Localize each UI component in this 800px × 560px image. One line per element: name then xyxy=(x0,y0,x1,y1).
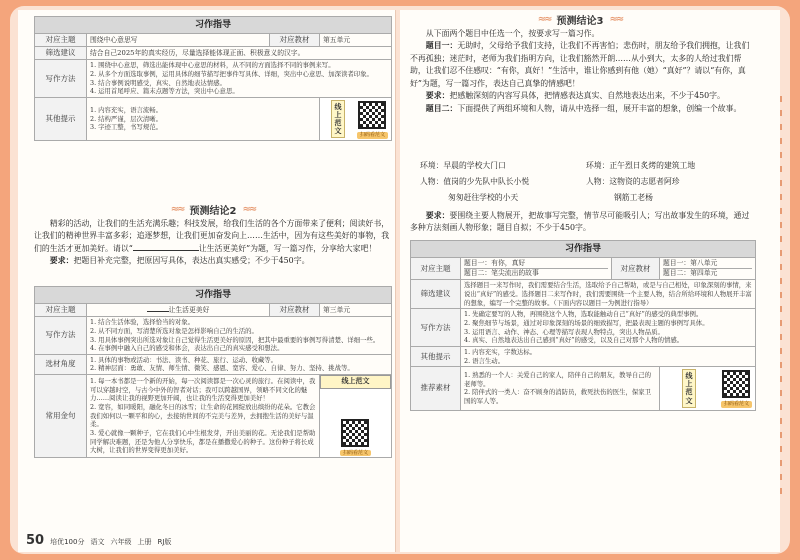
table-title: 习作指导 xyxy=(411,241,756,258)
blank-line xyxy=(147,311,169,312)
filter-value: 结合自己2025年的真实经历，尽量选择能体现正面、积极意义的汉字。 xyxy=(87,47,392,60)
tips-item: 3. 字迹工整，书写规范。 xyxy=(90,123,163,132)
qr-tag: 扫码看范文 xyxy=(357,132,388,139)
topic-value: 围绕中心意思写 xyxy=(87,34,270,47)
textbook-label: 对应教材 xyxy=(611,258,659,280)
qr-tag: 扫码看范文 xyxy=(340,450,371,457)
topic-label: 对应主题 xyxy=(411,258,461,280)
page-footer xyxy=(26,533,171,548)
scene-1-env: 环境：早晨的学校大门口 xyxy=(420,161,506,170)
method-item: 3. 运用语言、动作、神态、心理等描写表现人物特点，突出人物品质。 xyxy=(464,327,664,336)
topic-value xyxy=(461,258,612,280)
textbook-value: 第五单元 xyxy=(319,34,391,47)
tips-item: 2. 结构严谨，层次清晰。 xyxy=(90,114,163,123)
tips-item: 1. 内容充实，字数达标。 xyxy=(464,347,537,356)
method-item: 1. 先确定要写的人物，再围绕这个人物，选取能触动自己“真好”的感受的典型事例。 xyxy=(464,310,703,319)
qr-code-icon[interactable] xyxy=(722,370,750,398)
page-number: 50 xyxy=(26,533,45,548)
blank-line xyxy=(133,250,199,251)
question-1-text: 无助时，父母给予我们支持，让我们不再害怕；悲伤时，朋友给予我们拥抱，让我们不再孤独；迷茫时，老师为我们指明方向，让我们豁然开朗……从小到大，太多的人给过我们帮助，让我们忍不住感叹：“有你，真好！”生活中，谁让你感到有他（她）“真好”？请以“有你，真好”为题，写一篇习作，表达自己真挚的情感吧！ xyxy=(410,41,750,88)
method-label: 写作方法 xyxy=(411,309,461,347)
textbook-value-b: 题目二：第四单元 xyxy=(663,268,752,278)
method-item: 3. 结合事例说明感受，真实、自然地表达情感。 xyxy=(90,78,226,87)
filter-value: 选择题目一来写作时，我们需要结合生活，选取给予自己帮助，或是与自己相处，印象深刻的事情，来说出“真好”的感受。选择题目二来写作时，我们需要围绕一个主要人物，结合所给环境和人物展开丰富的想象，编写一个完整的故事。（下面内容以题目一为例进行指导） xyxy=(461,280,756,309)
scene-1-person-b: 匆匆赶往学校的小天 xyxy=(448,193,519,202)
sentence-item: 2. 宽容，如同暖阳，融化冬日的冰雪；让生命的花园绽放出缤纷的花朵。它教会我们如何以一颗平和的心，去接纳世间的不完美与差异，去拥抱生活的美好与温柔。 xyxy=(90,403,316,429)
angle-label: 选材角度 xyxy=(35,354,87,374)
right-page xyxy=(400,10,780,552)
filter-label: 筛选建议 xyxy=(35,47,87,60)
method-item: 1. 围绕中心意思，筛选出能体现中心意思的材料，从不同的方面选择不同的事例来写。 xyxy=(90,61,335,70)
textbook-label: 对应教材 xyxy=(269,34,319,47)
online-sample-cell[interactable] xyxy=(659,367,755,410)
scene-2-person-b: 钢筋工老杨 xyxy=(614,193,653,202)
topic-value: 让生活更美好 xyxy=(87,304,270,317)
prompt-2 xyxy=(34,218,392,268)
wave-icon: ≈≈ xyxy=(609,14,623,25)
question-2-text: 下面提供了两组环境和人物，请从中选择一组，展开丰富的想象，创编一个故事。 xyxy=(457,103,742,113)
subject: 语文 xyxy=(90,538,105,546)
online-sample-label: 线上范文 xyxy=(320,375,391,388)
method-item: 3. 用具体事例突出所选对象让自己觉得生活更美好的原因，把其中最重要的事例写得清楚、详细一些。 xyxy=(90,335,380,344)
wave-icon: ≈≈ xyxy=(242,204,256,215)
material-item: 2. 陪伴式的一类人：奋不顾身的消防员，救死扶伤的医生，保家卫国的军人等。 xyxy=(464,388,652,406)
requirement-2 xyxy=(410,210,756,235)
textbook-value-a: 题目一：第八单元 xyxy=(662,259,718,268)
requirement-1-label: 要求： xyxy=(425,91,450,101)
material-item: 1. 熟悉的一个人：关爱自己的家人，陪伴自己的朋友，教导自己的老师等。 xyxy=(464,371,652,388)
method-item: 2. 聚焦细节与场景，通过对印象深刻的场景的细致描写，把最表现主题的事例写具体。 xyxy=(464,319,709,328)
online-sample-label: 线 上 范 文 xyxy=(682,369,696,407)
method-item: 2. 从不同方面，写清楚所选对象是怎样影响自己的生活的。 xyxy=(90,326,258,335)
angle-item: 1. 具体的事物或活动：书法、读书、种花、旅行、运动、收藏等。 xyxy=(90,355,278,364)
qr-code-icon[interactable] xyxy=(358,101,386,129)
textbook-value: 第三单元 xyxy=(319,304,391,317)
method-item: 4. 在事例中融入自己的感受和体会，表达出自己的真实感受和想法。 xyxy=(90,344,284,353)
method-item: 4. 运用首尾呼应、篇末点题等方法，突出中心意思。 xyxy=(90,87,239,96)
qr-code-icon[interactable] xyxy=(341,419,369,447)
tips-item: 2. 语言生动。 xyxy=(464,356,505,365)
writing-guide-table-1 xyxy=(34,16,392,141)
method-item: 2. 从多个方面选取事例，运用具体的细节描写把事件写具体、详细，突出中心意思、加深读者印象。 xyxy=(90,70,373,79)
question-1-label: 题目一： xyxy=(425,41,458,51)
question-2-label: 题目二： xyxy=(425,103,458,113)
prompt-2-text: 精彩的活动，让我们的生活充满乐趣；科技发展，给我们生活的各个方面带来了便利；阅读好书，让我们的精神世界丰富多彩；追逐梦想，让我们更加奋发向上……生活中，因为有这些美好的事物，我们的生活才更加美好。请以“ xyxy=(34,219,390,253)
requirement-text: 把题目补充完整，把原因写具体，表达出真实感受；不少于450字。 xyxy=(73,256,310,266)
online-sample-cell[interactable] xyxy=(319,375,391,458)
wave-icon: ≈≈ xyxy=(537,14,551,25)
series-name: 培优100分 xyxy=(50,538,85,546)
section-heading-3: ≈≈ 预测结论3 ≈≈ xyxy=(537,14,623,27)
method-label: 写作方法 xyxy=(35,60,87,98)
requirement-2-label: 要求： xyxy=(425,211,450,220)
topic-label: 对应主题 xyxy=(35,304,87,317)
topic-value-b: 题目二：笔尖流出的故事 xyxy=(464,268,608,278)
angle-item: 2. 精神层面：勇敢、友情、师生情、微笑、感恩、宽容、爱心、自律、努力、坚持、挑战等。 xyxy=(90,364,354,373)
textbook-value xyxy=(659,258,755,280)
prompt-3 xyxy=(410,28,756,115)
prompt-2-tail: 让生活更美好”为题，写一篇习作，分享给大家吧！ xyxy=(198,243,377,253)
table-title: 习作指导 xyxy=(35,287,392,304)
textbook-label: 对应教材 xyxy=(269,304,319,317)
requirement-2-text: 要围绕主要人物展开，把故事写完整，情节尽可能吸引人；写出故事发生的环境，通过多种方法刻画人物形象；题目自拟；不少于450字。 xyxy=(410,211,750,233)
sentences-label: 常用金句 xyxy=(35,375,87,458)
online-sample-cell[interactable] xyxy=(319,97,391,140)
tips-label: 其他提示 xyxy=(35,97,87,140)
requirement-1-text: 把感触深刻的内容写具体，把情感表达真实、自然地表达出来，不少于450字。 xyxy=(449,91,725,101)
grade: 六年级 xyxy=(110,538,132,546)
material-label: 推荐素材 xyxy=(411,367,461,410)
table-title: 习作指导 xyxy=(35,17,392,34)
left-page xyxy=(18,10,396,552)
tips-item: 1. 内容充实，语言流畅。 xyxy=(90,106,163,115)
requirement-label: 要求： xyxy=(49,256,74,266)
topic-value-a: 题目一：有你，真好 xyxy=(464,259,526,268)
topic-label: 对应主题 xyxy=(35,34,87,47)
sentence-item: 1. 每一本书都是一个新的开始，每一次阅读都是一次心灵的旅行。在阅读中，我可以穿越时空，与古今中外的智者对话；我可以跨越国界，领略不同文化的魅力……阅读让我的视野更加开阔，也让我的生活变得更加美好！ xyxy=(90,377,316,403)
prompt-3-intro: 从下面两个题目中任选一个，按要求写一篇习作。 xyxy=(425,29,600,38)
online-sample-label: 线 上 范 文 xyxy=(331,100,345,138)
method-label: 写作方法 xyxy=(35,317,87,355)
qr-tag: 扫码看范文 xyxy=(721,401,752,408)
scene-1-person-a: 人物：值岗的少先队中队长小悦 xyxy=(420,177,530,186)
filter-label: 筛选建议 xyxy=(411,280,461,309)
wave-icon: ≈≈ xyxy=(170,204,184,215)
sentence-item: 3. 爱心就像一颗种子，它在我们心中生根发芽，开出美丽的花。无论我们是帮助同学解决难题，还是为他人分享快乐，都是在播撒爱心的种子。这份种子将长成大树，让我们的世界变得更加美好。 xyxy=(90,429,316,455)
scene-2-person-a: 人物：这物资的志愿者阿珍 xyxy=(586,177,680,186)
writing-guide-table-3 xyxy=(410,240,756,411)
writing-guide-table-2 xyxy=(34,286,392,458)
method-item: 4. 真实、自然地表达出自己感到“真好”的感受，以及自己对那个人物的情感。 xyxy=(464,336,684,345)
section-heading-2: ≈≈ 预测结论2 ≈≈ xyxy=(170,204,256,217)
scene-2-env: 环境：正午烈日炙烤的建筑工地 xyxy=(586,161,696,170)
edition: RJ版 xyxy=(157,538,172,546)
tips-label: 其他提示 xyxy=(411,346,461,366)
method-item: 1. 结合生活体验，选择恰当的对象。 xyxy=(90,318,194,327)
term: 上册 xyxy=(137,538,152,546)
